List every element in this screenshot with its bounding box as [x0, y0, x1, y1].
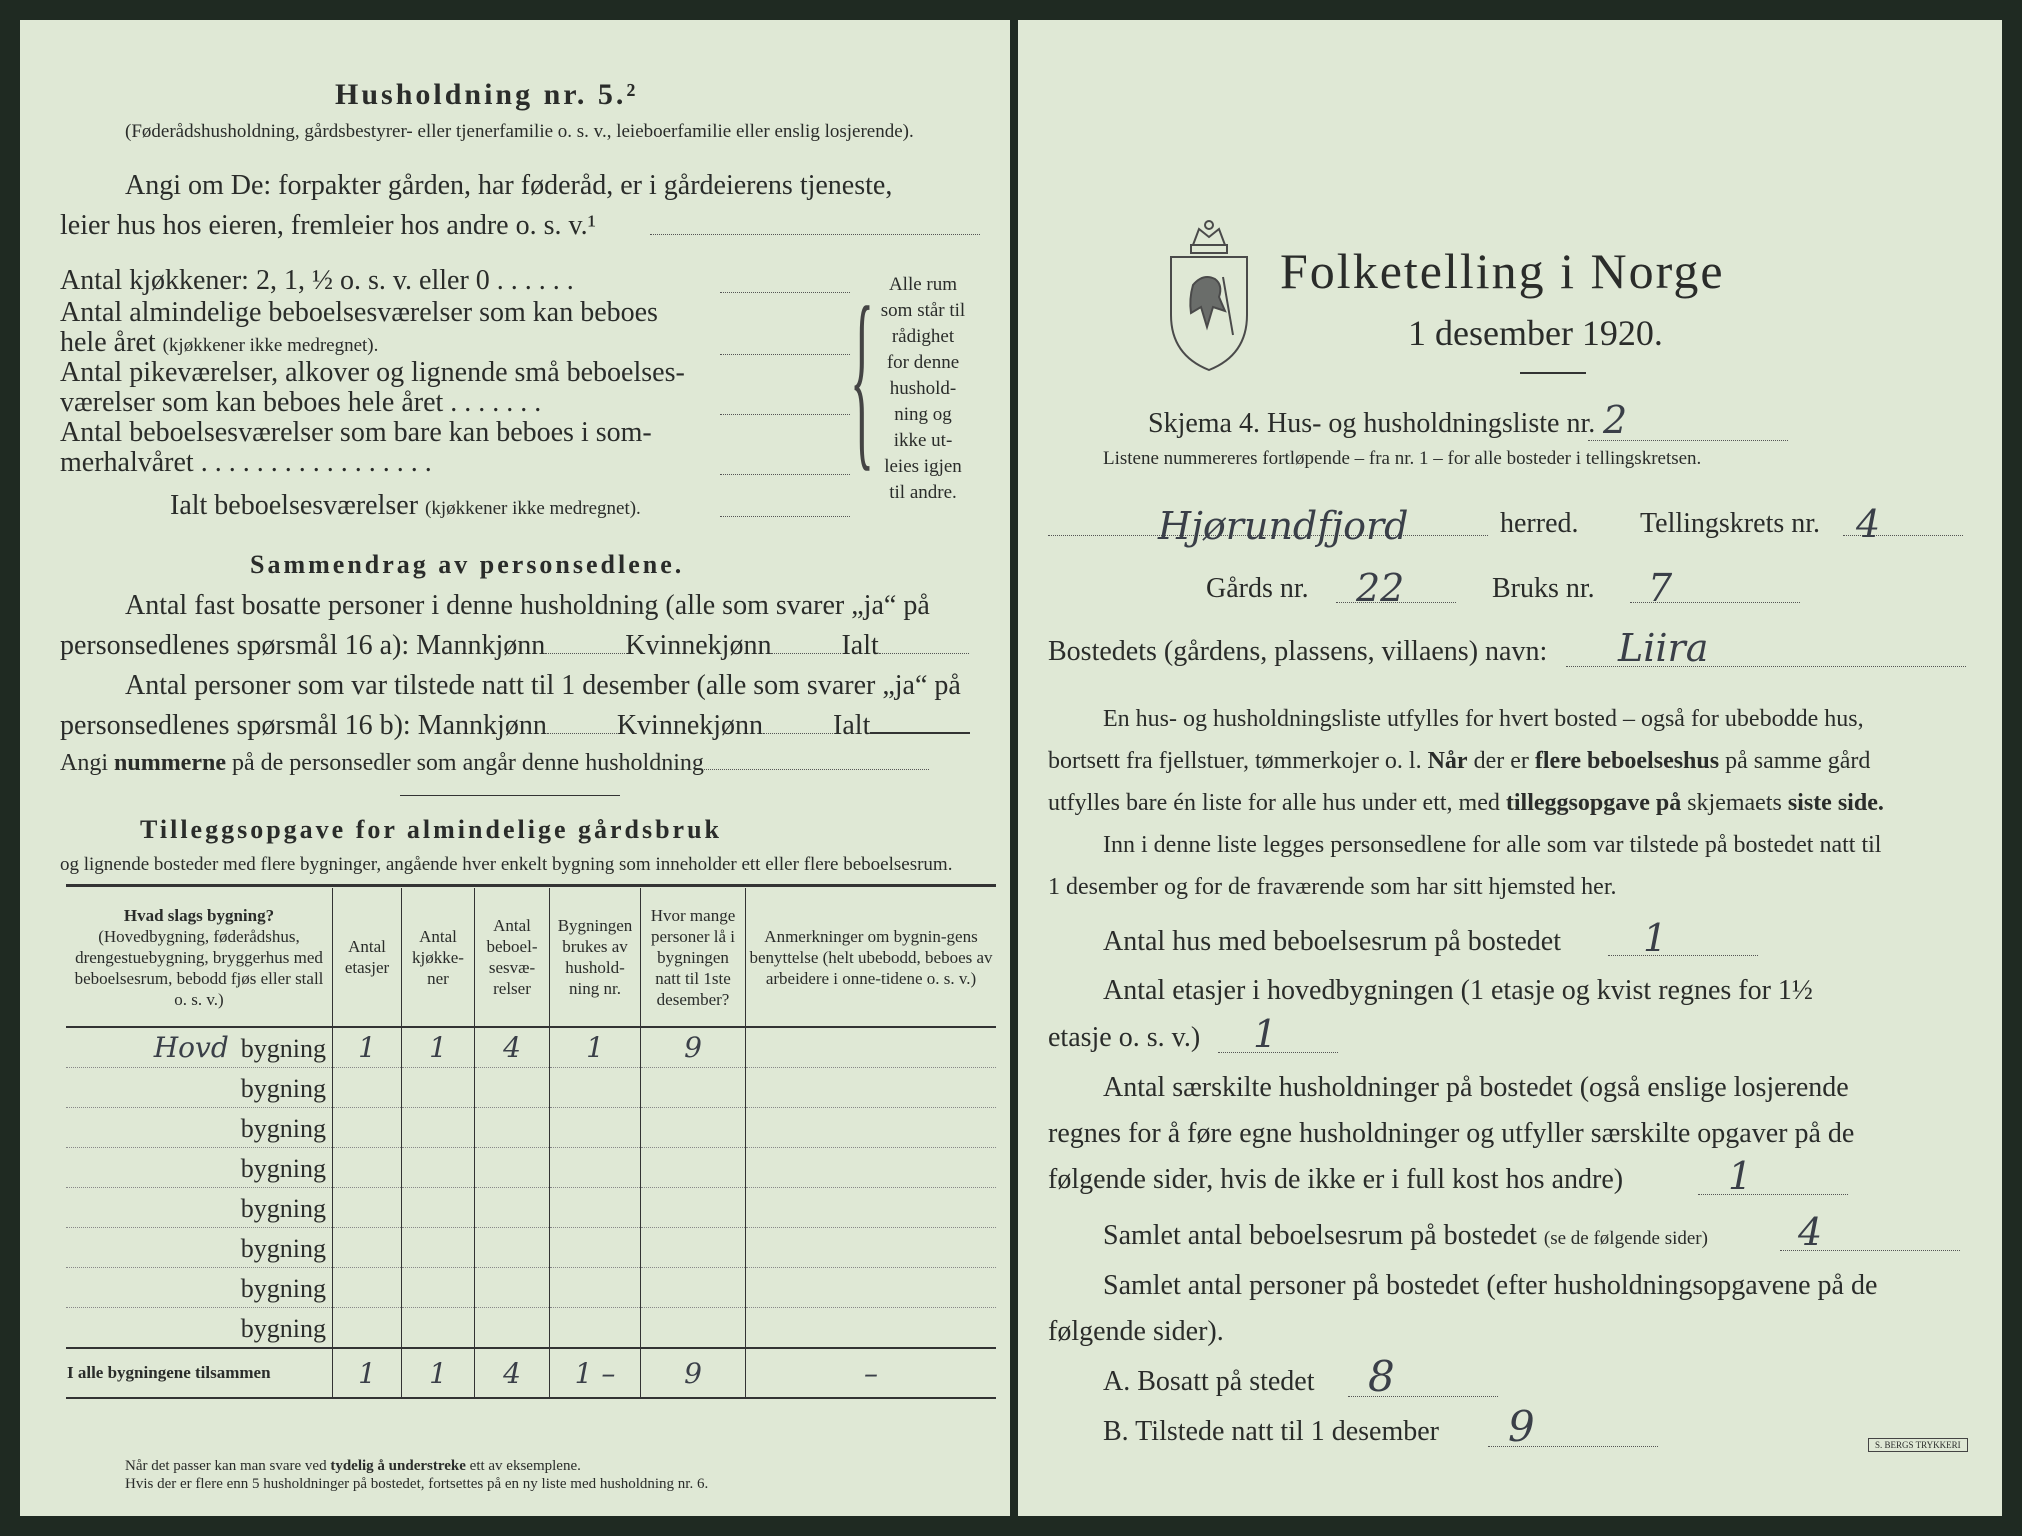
cell-kjokkener	[402, 1108, 475, 1148]
cell-etasjer	[333, 1068, 402, 1108]
total-etasjer: 1	[333, 1348, 402, 1398]
brace-note-line: Alle rum	[888, 274, 958, 295]
sommer-label-1: Antal beboelsesværelser som bare kan beboes i som-	[60, 417, 652, 448]
cell-anm	[746, 1148, 997, 1188]
listene-note: Listene nummereres fortløpende – fra nr. 1 – for alle bosteder i tellingskretsen.	[1103, 448, 1702, 469]
q-hus-value: 1	[1643, 916, 1668, 960]
para1-l3: utfylles bare én liste for alle hus under ett, med tilleggsopgave på skjemaets siste side.	[1048, 790, 1884, 816]
cell-hush	[550, 1228, 641, 1268]
cell-personer	[641, 1148, 746, 1188]
household-subheading: (Føderådshusholdning, gårdsbestyrer- eller tjenerfamilie o. s. v., leieboerfamilie eller enslig losjerende).	[125, 121, 914, 142]
table-row	[66, 1148, 996, 1188]
cell-personer	[641, 1308, 746, 1349]
cell-hush	[550, 1068, 641, 1108]
pike-label-2: værelser som kan beboes hele året . . . . . . .	[60, 387, 542, 418]
herred-label: herred.	[1500, 508, 1579, 539]
total-hush: 1 –	[550, 1348, 641, 1398]
para2-l1: Inn i denne liste legges personsedlene for alle som var tilstede på bostedet natt til	[1103, 832, 1882, 858]
cell-hush: 1	[550, 1027, 641, 1068]
q-pers-l1: Samlet antal personer på bostedet (efter husholdningsopgavene på de	[1103, 1270, 1878, 1301]
brace-note-line: hushold-	[889, 378, 957, 399]
footnote-1: Når det passer kan man svare ved tydelig å understreke ett av eksemplene.	[125, 1458, 581, 1474]
a-value: 8	[1368, 1352, 1395, 1401]
cell-anm	[746, 1188, 997, 1228]
building-type-cell	[66, 1268, 333, 1308]
column-header-3: Antal beboel-sesvæ-relser	[475, 888, 550, 1027]
skjema-label: Skjema 4. Hus- og husholdningsliste nr.	[1148, 408, 1596, 439]
sommer-label-2: merhalvåret . . . . . . . . . . . . . . . . .	[60, 447, 432, 478]
gards-label: Gårds nr.	[1206, 573, 1309, 604]
brace-note-line: rådighet	[891, 326, 955, 347]
q-pers-l2: følgende sider).	[1048, 1316, 1224, 1347]
para1-l2: bortsett fra fjellstuer, tømmerkojer o. l. Når der er flere beboelseshus på samme gård	[1048, 748, 1871, 774]
kjokkener-line	[720, 292, 850, 293]
q-rum-value: 4	[1798, 1210, 1823, 1254]
cell-etasjer	[333, 1148, 402, 1188]
q-rum-label: Samlet antal beboelsesrum på bostedet (se de følgende sider)	[1103, 1220, 1708, 1251]
brace-note	[858, 272, 988, 506]
cell-kjokkener	[402, 1068, 475, 1108]
q-etasjer-l2: etasje o. s. v.)	[1048, 1022, 1201, 1053]
q-hus-line	[1608, 955, 1758, 956]
cell-kjokkener: 1	[402, 1027, 475, 1068]
brace-note-line: for denne	[886, 352, 960, 373]
building-type-cell	[66, 1308, 333, 1349]
brace-note-line: leies igjen	[884, 456, 962, 477]
building-suffix: bygning	[240, 1033, 326, 1063]
summary-heading: Sammendrag av personsedlene.	[250, 550, 685, 579]
cell-hush	[550, 1188, 641, 1228]
cell-personer	[641, 1228, 746, 1268]
cell-vaerelser	[475, 1108, 550, 1148]
pike-line	[720, 414, 850, 415]
brace-note-line: ikke ut-	[893, 430, 953, 451]
left-page	[20, 20, 1010, 1516]
kjokkener-label: Antal kjøkkener: 2, 1, ½ o. s. v. eller 0 . . . . . .	[60, 265, 574, 296]
q-hush-value: 1	[1728, 1154, 1753, 1198]
building-suffix: bygning	[240, 1193, 326, 1223]
q-hus-label: Antal hus med beboelsesrum på bostedet	[1103, 926, 1562, 957]
brace-note-line: til andre.	[889, 482, 957, 503]
cell-etasjer	[333, 1188, 402, 1228]
column-header-0: Hvad slags bygning? (Hovedbygning, føderådshus, drengestuebygning, bryggerhus med beboelsesrum, bebodd fjøs eller stall o. s. v.)	[66, 888, 333, 1027]
q-etasjer-value: 1	[1253, 1012, 1278, 1056]
total-label: I alle bygningene tilsammen	[66, 1348, 333, 1398]
column-header-5: Hvor mange personer lå i bygningen natt til 1ste desember?	[641, 888, 746, 1027]
cell-hush	[550, 1148, 641, 1188]
building-suffix: bygning	[240, 1113, 326, 1143]
q-hush-line	[1698, 1194, 1848, 1195]
b-label: B. Tilstede natt til 1 desember	[1103, 1416, 1439, 1447]
skjema-nr: 2	[1603, 398, 1628, 442]
brace-icon: {	[850, 267, 874, 488]
building-table	[66, 888, 996, 1399]
krets-label: Tellingskrets nr.	[1640, 508, 1821, 539]
cell-anm	[746, 1027, 997, 1068]
cell-etasjer	[333, 1108, 402, 1148]
printer-stamp: S. BERGS TRYKKERI	[1868, 1438, 1968, 1452]
divider	[400, 795, 620, 796]
date-rule	[1520, 372, 1586, 374]
almindelige-label-1: Antal almindelige beboelsesværelser som kan beboes	[60, 297, 658, 328]
building-type-cell	[66, 1108, 333, 1148]
total-personer: 9	[641, 1348, 746, 1398]
table-row	[66, 1188, 996, 1228]
herred-value: Hjørundfjord	[1158, 504, 1409, 548]
summary-b1: Antal personer som var tilstede natt til 1 desember (alle som svarer „ja“ på	[125, 670, 961, 701]
angi-line-1: Angi om De: forpakter gården, har føderåd, er i gårdeierens tjeneste,	[125, 170, 893, 201]
almindelige-label-2: hele året (kjøkkener ikke medregnet).	[60, 327, 379, 358]
building-type-value: Hovd	[153, 1030, 229, 1064]
angi-line-2: leier hus hos eieren, fremleier hos andre o. s. v.¹	[60, 210, 597, 241]
bruks-value: 7	[1648, 566, 1673, 610]
table-row	[66, 1068, 996, 1108]
para1-l1: En hus- og husholdningsliste utfylles for hvert bosted – også for ubebodde hus,	[1103, 706, 1864, 732]
building-suffix: bygning	[240, 1313, 326, 1343]
cell-kjokkener	[402, 1268, 475, 1308]
cell-hush	[550, 1268, 641, 1308]
gards-value: 22	[1356, 566, 1405, 610]
summary-b2: personsedlenes spørsmål 16 b): Mannkjønn Kvinnekjønn Ialt	[60, 710, 970, 742]
cell-etasjer	[333, 1228, 402, 1268]
table-row	[66, 1027, 996, 1068]
cell-vaerelser	[475, 1188, 550, 1228]
a-label: A. Bosatt på stedet	[1103, 1366, 1315, 1397]
main-title: Folketelling i Norge	[1280, 243, 1725, 299]
table-top-rule	[66, 884, 996, 887]
table-row	[66, 1108, 996, 1148]
almindelige-line	[720, 354, 850, 355]
q-etasjer-line	[1218, 1052, 1338, 1053]
pike-label-1: Antal pikeværelser, alkover og lignende små beboelses-	[60, 357, 685, 388]
cell-kjokkener	[402, 1188, 475, 1228]
bosted-label: Bostedets (gårdens, plassens, villaens) navn:	[1048, 636, 1548, 667]
cell-anm	[746, 1068, 997, 1108]
total-vaerelser: 4	[475, 1348, 550, 1398]
ialt-label: Ialt beboelsesværelser (kjøkkener ikke medregnet).	[170, 490, 641, 521]
column-header-6: Anmerkninger om bygnin-gens benyttelse (helt ubebodd, beboes av arbeidere i onne-tidene o. s. v.)	[746, 888, 997, 1027]
cell-personer	[641, 1068, 746, 1108]
cell-vaerelser	[475, 1308, 550, 1349]
q-hush-l2: regnes for å føre egne husholdninger og utfyller særskilte opgaver på de	[1048, 1118, 1855, 1149]
column-header-1: Antal etasjer	[333, 888, 402, 1027]
krets-value: 4	[1856, 502, 1881, 546]
cell-vaerelser: 4	[475, 1027, 550, 1068]
tillegg-heading: Tilleggsopgave for almindelige gårdsbruk	[140, 815, 723, 844]
building-type-cell	[66, 1148, 333, 1188]
cell-vaerelser	[475, 1148, 550, 1188]
cell-hush	[550, 1308, 641, 1349]
ialt-line	[720, 516, 850, 517]
column-header-4: Bygningen brukes av hushold-ning nr.	[550, 888, 641, 1027]
cell-personer	[641, 1188, 746, 1228]
brace-note-line: ning og	[894, 404, 952, 425]
cell-hush	[550, 1108, 641, 1148]
building-type-cell	[66, 1027, 333, 1068]
sommer-line	[720, 474, 850, 475]
cell-anm	[746, 1268, 997, 1308]
bosted-value: Liira	[1618, 626, 1709, 670]
cell-vaerelser	[475, 1268, 550, 1308]
cell-etasjer: 1	[333, 1027, 402, 1068]
q-etasjer-l1: Antal etasjer i hovedbygningen (1 etasje og kvist regnes for 1½	[1103, 975, 1813, 1006]
summary-a2: personsedlenes spørsmål 16 a): Mannkjønn Kvinnekjønn Ialt	[60, 630, 969, 662]
cell-kjokkener	[402, 1228, 475, 1268]
table-row	[66, 1228, 996, 1268]
cell-personer	[641, 1108, 746, 1148]
cell-anm	[746, 1308, 997, 1349]
summary-angi: Angi nummerne på de personsedler som angår denne husholdning	[60, 750, 929, 777]
q-hush-l3: følgende sider, hvis de ikke er i full kost hos andre)	[1048, 1164, 1624, 1195]
building-type-cell	[66, 1068, 333, 1108]
cell-kjokkener	[402, 1308, 475, 1349]
column-header-2: Antal kjøkke-ner	[402, 888, 475, 1027]
total-row	[66, 1348, 996, 1398]
cell-vaerelser	[475, 1068, 550, 1108]
cell-personer: 9	[641, 1027, 746, 1068]
cell-etasjer	[333, 1308, 402, 1349]
cell-vaerelser	[475, 1228, 550, 1268]
table-row	[66, 1308, 996, 1349]
cell-anm	[746, 1108, 997, 1148]
angi-answer-line	[650, 234, 980, 235]
table-row	[66, 1268, 996, 1308]
brace-note-line: som står til	[880, 300, 966, 321]
household-heading: Husholdning nr. 5.²	[335, 78, 639, 111]
building-suffix: bygning	[240, 1153, 326, 1183]
building-type-cell	[66, 1228, 333, 1268]
building-suffix: bygning	[240, 1233, 326, 1263]
total-kjokkener: 1	[402, 1348, 475, 1398]
right-page	[1018, 20, 2002, 1516]
cell-anm	[746, 1228, 997, 1268]
coat-of-arms-icon	[1163, 215, 1255, 375]
tillegg-sub: og lignende bosteder med flere bygninger, angående hver enkelt bygning som inneholder ett eller flere beboelsesrum.	[60, 854, 953, 875]
building-suffix: bygning	[240, 1073, 326, 1103]
skjema-line	[1588, 440, 1788, 441]
summary-a1: Antal fast bosatte personer i denne husholdning (alle som svarer „ja“ på	[125, 590, 930, 621]
q-hush-l1: Antal særskilte husholdninger på bostedet (også enslige losjerende	[1103, 1072, 1849, 1103]
cell-kjokkener	[402, 1148, 475, 1188]
cell-personer	[641, 1268, 746, 1308]
bruks-label: Bruks nr.	[1492, 573, 1595, 604]
para2-l2: 1 desember og for de fraværende som har sitt hjemsted her.	[1048, 874, 1617, 900]
cell-etasjer	[333, 1268, 402, 1308]
b-value: 9	[1508, 1402, 1535, 1451]
census-date: 1 desember 1920.	[1408, 313, 1663, 353]
building-type-cell	[66, 1188, 333, 1228]
footnote-2: Hvis der er flere enn 5 husholdninger på bostedet, fortsettes på en ny liste med husholdning nr. 6.	[125, 1476, 709, 1492]
total-anm: –	[746, 1348, 997, 1398]
building-suffix: bygning	[240, 1273, 326, 1303]
